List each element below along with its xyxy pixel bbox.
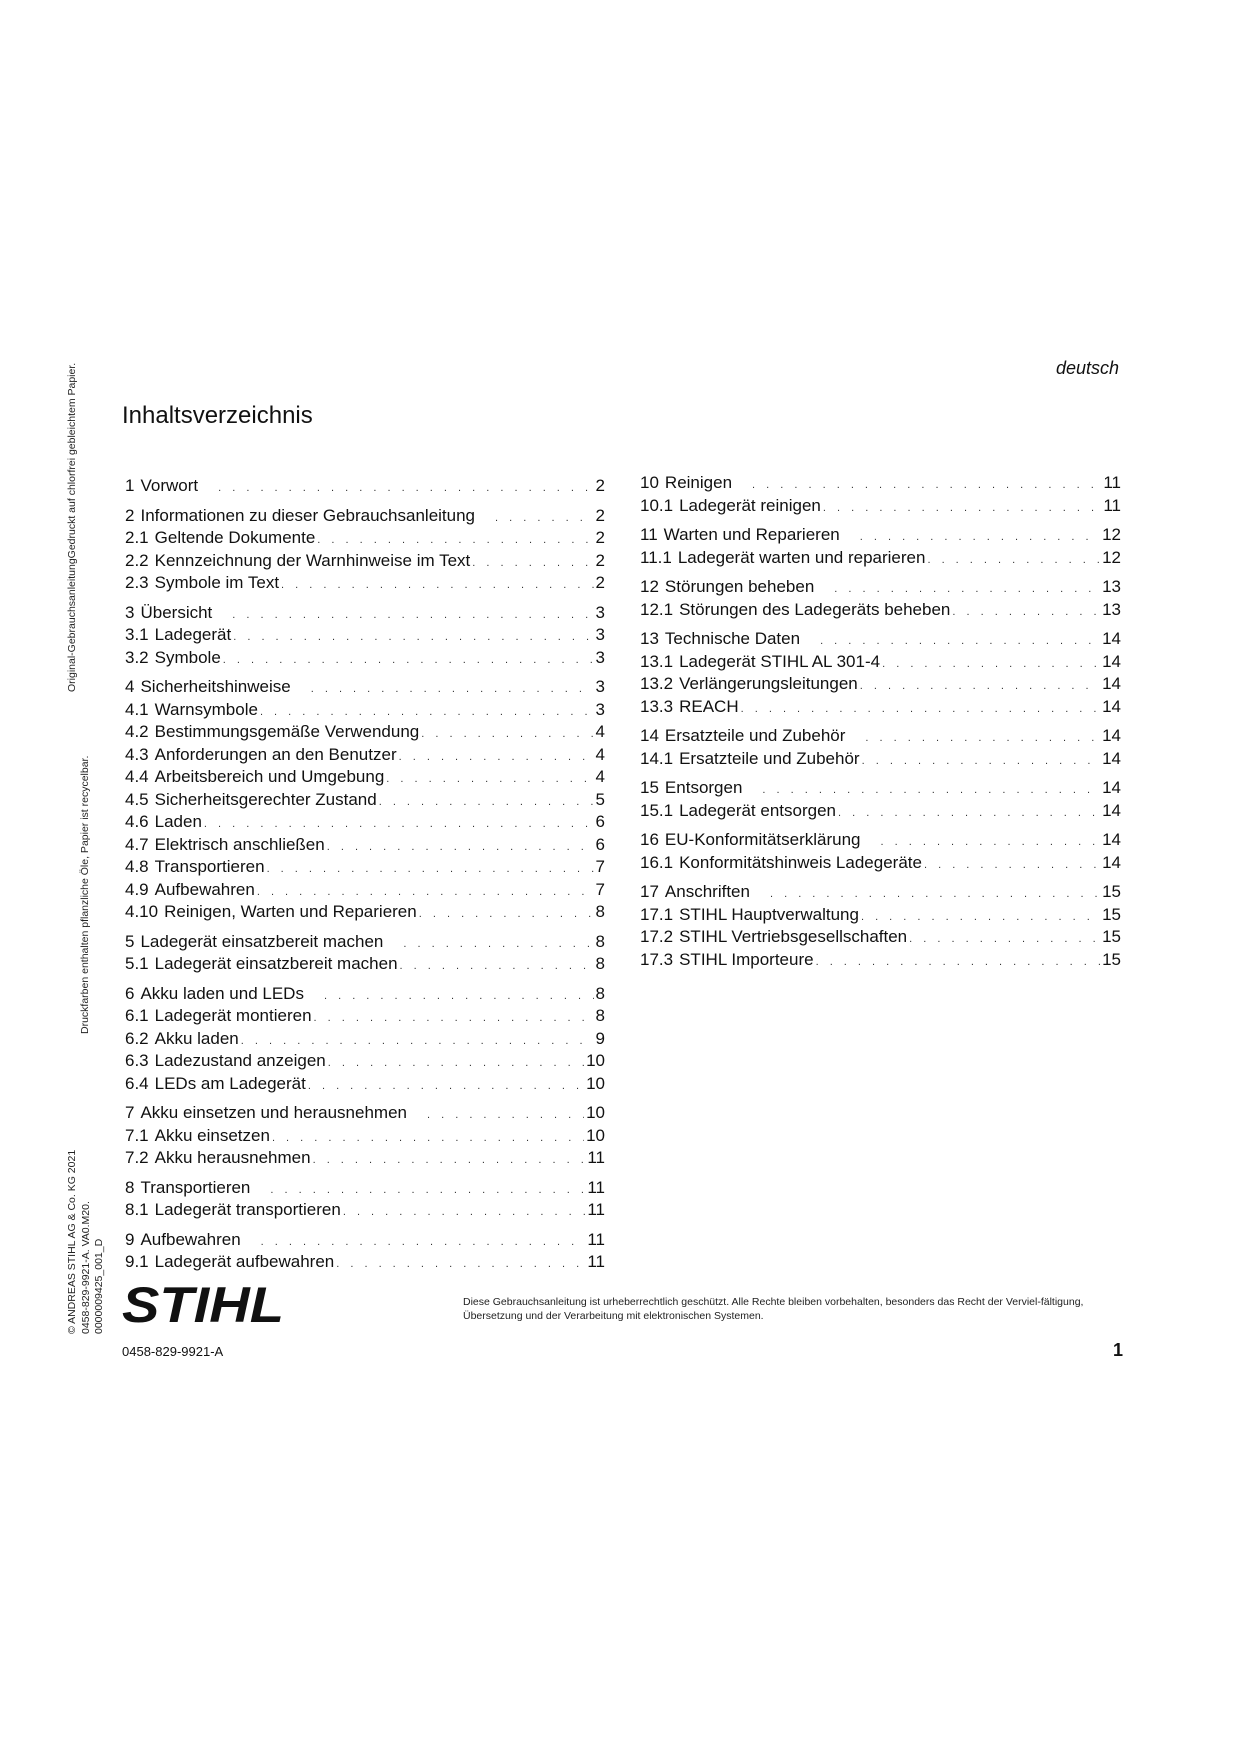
toc-leader-dots [927, 554, 1100, 566]
toc-leader-dots [281, 579, 593, 591]
toc-entry-label: Störungen des Ladegeräts beheben [679, 599, 951, 619]
toc-entry-number: 7.2 [125, 1148, 149, 1167]
toc-leader-dots [820, 635, 1100, 647]
toc-leader-dots [324, 990, 594, 1002]
toc-entry-page: 2 [595, 528, 605, 547]
toc-entry-page: 8 [595, 983, 605, 1003]
toc-chapter-entry[interactable] [125, 476, 605, 499]
toc-leader-dots [472, 557, 593, 569]
toc-section [125, 677, 605, 925]
toc-entry-page: 11 [587, 1252, 605, 1271]
toc-subentry[interactable] [125, 835, 605, 858]
toc-entry-label: Ladegerät [154, 625, 232, 644]
toc-subentry[interactable] [640, 927, 1121, 950]
side-note-copyright: © ANDREAS STIHL AG & Co. KG 2021 [66, 1149, 78, 1334]
toc-leader-dots [343, 1206, 586, 1218]
toc-chapter-entry[interactable] [640, 525, 1121, 548]
toc-entry-page: 13 [1102, 599, 1121, 619]
stihl-logo [120, 1280, 288, 1328]
toc-entry-page: 3 [595, 602, 605, 622]
toc-chapter-entry[interactable] [125, 932, 605, 955]
toc-subentry[interactable] [125, 880, 605, 903]
toc-section [125, 1230, 605, 1275]
toc-subentry[interactable] [125, 1074, 605, 1097]
toc-entry-number: 16 [640, 830, 659, 849]
toc-entry-number: 2 [125, 505, 135, 525]
toc-subentry[interactable] [125, 573, 605, 596]
toc-leader-dots [379, 796, 594, 808]
toc-subentry[interactable] [640, 674, 1121, 697]
toc-entry-label: Ladegerät montieren [154, 1006, 312, 1025]
toc-entry-number: 6.1 [125, 1006, 149, 1025]
svg-text:STIHL: STIHL [122, 1280, 284, 1328]
toc-entry-label: Warnsymbole [154, 699, 258, 719]
toc-section [640, 525, 1121, 570]
toc-entry-label: Aufbewahren [154, 879, 255, 899]
language-label: deutsch [1055, 358, 1119, 378]
toc-chapter-entry[interactable] [125, 984, 605, 1007]
toc-section [640, 473, 1121, 518]
toc-entry-label: Ladegerät aufbewahren [154, 1252, 335, 1271]
toc-leader-dots [838, 807, 1100, 819]
toc-entry-number: 17.1 [640, 904, 674, 924]
toc-leader-dots [260, 706, 594, 718]
toc-entry-label: Warten und Reparieren [663, 525, 840, 544]
toc-subentry[interactable] [125, 722, 605, 745]
toc-leader-dots [419, 908, 594, 920]
toc-leader-dots [860, 680, 1100, 692]
toc-entry-number: 14.1 [640, 748, 674, 768]
toc-entry-label: Reinigen [664, 473, 733, 492]
toc-entry-number: 4.10 [125, 902, 159, 921]
toc-entry-number: 13.1 [640, 651, 674, 671]
toc-section [125, 1103, 605, 1171]
toc-subentry[interactable] [640, 853, 1121, 876]
toc-subentry[interactable] [125, 812, 605, 835]
toc-entry-number: 1 [125, 476, 135, 495]
toc-entry-page: 3 [595, 625, 605, 644]
side-note-paper: Original-GebrauchsanleitungGedruckt auf chlorfrei gebleichtem Papier. [66, 362, 78, 692]
toc-subentry[interactable] [125, 551, 605, 574]
toc-entry-label: STIHL Hauptverwaltung [679, 904, 859, 924]
toc-leader-dots [865, 732, 1100, 744]
toc-entry-label: Transportieren [154, 857, 265, 876]
toc-entry-label: Symbole [154, 647, 221, 667]
toc-entry-page: 4 [595, 767, 605, 786]
toc-entry-page: 8 [595, 954, 605, 973]
toc-entry-number: 14 [640, 726, 659, 745]
toc-entry-label: Transportieren [140, 1177, 251, 1197]
toc-entry-label: STIHL Importeure [679, 949, 814, 969]
toc-entry-page: 14 [1102, 748, 1121, 768]
toc-subentry[interactable] [125, 1252, 605, 1275]
toc-entry-label: Bestimmungsgemäße Verwendung [154, 722, 420, 741]
toc-entry-number: 17.3 [640, 949, 674, 969]
toc-leader-dots [861, 911, 1100, 923]
toc-leader-dots [495, 512, 594, 524]
toc-subentry[interactable] [640, 548, 1121, 571]
toc-leader-dots [399, 751, 594, 763]
toc-entry-page: 14 [1102, 629, 1121, 648]
toc-section [125, 603, 605, 671]
toc-entry-number: 6.3 [125, 1051, 149, 1070]
toc-entry-number: 6 [125, 983, 135, 1003]
toc-entry-label: Ladegerät entsorgen [679, 800, 836, 820]
document-number: 0458-829-9921-A [122, 1344, 224, 1359]
toc-leader-dots [270, 1184, 585, 1196]
toc-section [640, 830, 1121, 875]
toc-entry-page: 10 [586, 1125, 605, 1145]
toc-entry-number: 17.2 [640, 927, 674, 946]
toc-entry-label: Elektrisch anschließen [154, 834, 325, 854]
toc-entry-label: REACH [679, 696, 739, 716]
toc-entry-label: Akku einsetzen und herausnehmen [140, 1103, 407, 1122]
toc-entry-label: EU-Konformitätserklärung [664, 830, 861, 849]
toc-leader-dots [909, 933, 1100, 945]
toc-leader-dots [762, 784, 1100, 796]
page-number: 1 [1112, 1340, 1123, 1360]
toc-leader-dots [924, 859, 1100, 871]
toc-subentry[interactable] [125, 528, 605, 551]
toc-entry-label: Vorwort [140, 476, 199, 495]
toc-entry-number: 4.2 [125, 722, 149, 741]
toc-entry-label: Anforderungen an den Benutzer [154, 744, 397, 764]
toc-entry-number: 9.1 [125, 1252, 149, 1271]
toc-entry-number: 3.1 [125, 625, 149, 644]
toc-chapter-entry[interactable] [125, 1103, 605, 1126]
toc-entry-label: Ladegerät einsatzbereit machen [154, 954, 398, 973]
toc-leader-dots [218, 482, 593, 494]
toc-entry-number: 4.5 [125, 789, 149, 809]
toc-entry-label: Geltende Dokumente [154, 528, 316, 547]
toc-entry-page: 11 [1103, 495, 1121, 515]
toc-entry-page: 15 [1102, 927, 1121, 946]
toc-subentry[interactable] [640, 652, 1121, 675]
toc-subentry[interactable] [125, 648, 605, 671]
toc-entry-label: Verlängerungsleitungen [679, 674, 858, 693]
toc-section [640, 629, 1121, 719]
toc-leader-dots [862, 755, 1100, 767]
toc-column-right [640, 473, 1121, 979]
toc-entry-page: 14 [1102, 726, 1121, 745]
toc-leader-dots [816, 956, 1101, 968]
toc-entry-page: 14 [1102, 778, 1121, 797]
toc-leader-dots [233, 631, 593, 643]
toc-entry-label: Kennzeichnung der Warnhinweise im Text [154, 550, 471, 570]
toc-entry-page: 3 [595, 677, 605, 696]
toc-entry-number: 9 [125, 1229, 135, 1249]
toc-leader-dots [261, 1236, 586, 1248]
side-note-version: 0458-829-9921-A. VA0.M20. [80, 1201, 92, 1334]
toc-subentry[interactable] [640, 496, 1121, 519]
toc-subentry[interactable] [640, 950, 1121, 973]
toc-entry-number: 6.4 [125, 1073, 149, 1093]
toc-column-left [125, 476, 605, 1282]
toc-section [125, 1178, 605, 1223]
toc-leader-dots [427, 1109, 584, 1121]
toc-section [640, 882, 1121, 972]
toc-chapter-entry[interactable] [125, 603, 605, 626]
toc-chapter-entry[interactable] [640, 726, 1121, 749]
toc-chapter-entry[interactable] [125, 506, 605, 529]
toc-subentry[interactable] [640, 697, 1121, 720]
toc-subentry[interactable] [125, 745, 605, 768]
toc-entry-number: 5.1 [125, 954, 149, 973]
toc-entry-number: 15.1 [640, 800, 674, 820]
toc-subentry[interactable] [125, 1006, 605, 1029]
toc-entry-page: 10 [586, 1051, 605, 1070]
toc-chapter-entry[interactable] [640, 473, 1121, 496]
toc-entry-label: Ersatzteile und Zubehör [664, 726, 846, 745]
toc-entry-number: 2.1 [125, 528, 149, 547]
toc-leader-dots [272, 1132, 584, 1144]
toc-leader-dots [770, 888, 1100, 900]
toc-entry-label: Entsorgen [664, 778, 743, 797]
toc-entry-page: 3 [595, 647, 605, 667]
toc-entry-page: 11 [1103, 473, 1121, 492]
toc-entry-number: 4 [125, 677, 135, 696]
toc-section [640, 778, 1121, 823]
side-note-id: 0000009425_001_D [93, 1238, 105, 1334]
toc-entry-page: 15 [1102, 949, 1121, 969]
toc-entry-number: 13.3 [640, 696, 674, 716]
toc-section [125, 506, 605, 596]
toc-leader-dots [400, 960, 594, 972]
toc-entry-label: Reinigen, Warten und Reparieren [164, 902, 417, 921]
toc-entry-label: Störungen beheben [664, 577, 815, 596]
toc-entry-number: 13.2 [640, 674, 674, 693]
toc-entry-number: 4.7 [125, 834, 149, 854]
toc-entry-number: 2.2 [125, 550, 149, 570]
toc-entry-page: 14 [1102, 852, 1121, 872]
toc-entry-label: Akku laden [154, 1028, 239, 1048]
toc-leader-dots [834, 583, 1100, 595]
toc-entry-page: 11 [587, 1177, 605, 1197]
toc-entry-number: 4.1 [125, 699, 149, 719]
toc-leader-dots [752, 479, 1101, 491]
toc-entry-number: 7 [125, 1103, 135, 1122]
toc-entry-page: 11 [587, 1200, 605, 1219]
toc-entry-number: 10.1 [640, 495, 674, 515]
toc-entry-number: 8 [125, 1177, 135, 1197]
toc-entry-page: 13 [1102, 577, 1121, 596]
toc-entry-number: 7.1 [125, 1125, 149, 1145]
toc-leader-dots [313, 1154, 586, 1166]
toc-subentry[interactable] [640, 749, 1121, 772]
toc-subentry[interactable] [125, 1126, 605, 1149]
toc-section [125, 476, 605, 499]
toc-leader-dots [223, 654, 594, 666]
toc-chapter-entry[interactable] [640, 577, 1121, 600]
toc-leader-dots [267, 863, 594, 875]
toc-entry-number: 17 [640, 882, 659, 901]
toc-entry-label: Sicherheitshinweise [140, 677, 291, 696]
toc-entry-page: 2 [595, 505, 605, 525]
toc-entry-label: STIHL Vertriebsgesellschaften [679, 927, 908, 946]
toc-entry-number: 4.8 [125, 857, 149, 876]
toc-leader-dots [232, 609, 593, 621]
toc-entry-label: Informationen zu dieser Gebrauchsanleitung [140, 505, 476, 525]
toc-entry-label: Akku laden und LEDs [140, 983, 304, 1003]
toc-entry-page: 2 [595, 476, 605, 495]
toc-entry-page: 14 [1102, 800, 1121, 820]
toc-subentry[interactable] [125, 700, 605, 723]
toc-entry-label: Ladegerät reinigen [679, 495, 821, 515]
toc-chapter-entry[interactable] [640, 882, 1121, 905]
toc-subentry[interactable] [125, 790, 605, 813]
toc-chapter-entry[interactable] [125, 1178, 605, 1201]
toc-entry-label: Aufbewahren [140, 1229, 241, 1249]
toc-chapter-entry[interactable] [640, 629, 1121, 652]
toc-entry-number: 5 [125, 931, 135, 951]
toc-entry-label: Konformitätshinweis Ladegeräte [679, 852, 922, 872]
toc-entry-page: 12 [1102, 547, 1121, 567]
toc-entry-label: Übersicht [140, 602, 213, 622]
toc-chapter-entry[interactable] [640, 830, 1121, 853]
toc-entry-number: 4.4 [125, 767, 149, 786]
toc-entry-page: 10 [586, 1103, 605, 1122]
toc-section [640, 577, 1121, 622]
toc-entry-number: 12 [640, 577, 659, 596]
toc-entry-label: Ladegerät transportieren [154, 1200, 341, 1219]
toc-entry-label: Ersatzteile und Zubehör [679, 748, 860, 768]
toc-entry-page: 6 [595, 834, 605, 854]
toc-section [640, 726, 1121, 771]
toc-entry-page: 14 [1102, 830, 1121, 849]
toc-entry-label: Ladegerät STIHL AL 301-4 [679, 651, 881, 671]
toc-entry-page: 4 [595, 744, 605, 764]
toc-leader-dots [421, 728, 593, 740]
toc-subentry[interactable] [125, 767, 605, 790]
toc-entry-number: 11 [640, 525, 658, 544]
toc-subentry[interactable] [640, 905, 1121, 928]
toc-entry-page: 2 [595, 573, 605, 592]
toc-entry-page: 14 [1102, 696, 1121, 716]
toc-entry-number: 10 [640, 473, 659, 492]
toc-entry-number: 15 [640, 778, 659, 797]
toc-leader-dots [882, 658, 1100, 670]
toc-subentry[interactable] [125, 625, 605, 648]
toc-entry-label: Ladegerät einsatzbereit machen [140, 931, 384, 951]
toc-entry-label: Technische Daten [664, 629, 801, 648]
toc-subentry[interactable] [125, 954, 605, 977]
toc-chapter-entry[interactable] [640, 778, 1121, 801]
toc-entry-page: 11 [587, 1229, 605, 1249]
toc-entry-page: 8 [595, 902, 605, 921]
toc-entry-number: 3.2 [125, 647, 149, 667]
toc-entry-label: Ladezustand anzeigen [154, 1051, 326, 1070]
toc-entry-number: 6.2 [125, 1028, 149, 1048]
toc-leader-dots [328, 1057, 584, 1069]
toc-leader-dots [241, 1035, 594, 1047]
toc-entry-label: Arbeitsbereich und Umgebung [154, 767, 385, 786]
toc-entry-page: 14 [1102, 651, 1121, 671]
toc-leader-dots [308, 1080, 584, 1092]
toc-entry-page: 3 [595, 699, 605, 719]
toc-entry-label: Laden [154, 812, 202, 831]
toc-leader-dots [741, 703, 1100, 715]
toc-entry-page: 15 [1102, 904, 1121, 924]
toc-entry-label: Symbole im Text [154, 573, 280, 592]
page-title: Inhaltsverzeichnis [122, 402, 313, 429]
toc-entry-number: 4.9 [125, 879, 149, 899]
toc-leader-dots [204, 818, 594, 830]
toc-entry-label: Ladegerät warten und reparieren [677, 547, 926, 567]
toc-entry-number: 11.1 [640, 547, 672, 567]
copyright-notice: Diese Gebrauchsanleitung ist urheberrechtlich geschützt. Alle Rechte bleiben vorbehalten, besonders das Recht der Verviel-fältigung, Übersetzung und der Verarbeitung mit elektronischen Systemen. [463, 1296, 1084, 1322]
toc-entry-number: 13 [640, 629, 659, 648]
toc-entry-page: 6 [595, 812, 605, 831]
toc-leader-dots [386, 773, 593, 785]
toc-entry-number: 3 [125, 602, 135, 622]
toc-entry-page: 12 [1102, 525, 1121, 544]
toc-entry-page: 10 [586, 1073, 605, 1093]
toc-leader-dots [257, 886, 594, 898]
toc-entry-number: 12.1 [640, 599, 674, 619]
toc-section [125, 932, 605, 977]
toc-entry-number: 4.6 [125, 812, 149, 831]
toc-entry-label: Sicherheitsgerechter Zustand [154, 789, 377, 809]
toc-leader-dots [403, 938, 593, 950]
toc-subentry[interactable] [640, 801, 1121, 824]
toc-subentry[interactable] [125, 1029, 605, 1052]
toc-leader-dots [314, 1012, 594, 1024]
toc-leader-dots [327, 841, 594, 853]
toc-leader-dots [317, 534, 593, 546]
toc-section [125, 984, 605, 1097]
toc-subentry[interactable] [125, 902, 605, 925]
toc-entry-page: 5 [595, 789, 605, 809]
toc-entry-page: 2 [595, 550, 605, 570]
toc-subentry[interactable] [125, 857, 605, 880]
toc-leader-dots [336, 1258, 585, 1270]
toc-leader-dots [860, 531, 1100, 543]
toc-subentry[interactable] [125, 1200, 605, 1223]
toc-leader-dots [952, 606, 1100, 618]
toc-entry-page: 4 [595, 722, 605, 741]
toc-entry-page: 8 [595, 1006, 605, 1025]
toc-chapter-entry[interactable] [125, 1230, 605, 1253]
toc-subentry[interactable] [125, 1051, 605, 1074]
toc-entry-number: 8.1 [125, 1200, 149, 1219]
toc-entry-page: 7 [595, 879, 605, 899]
toc-entry-number: 2.3 [125, 573, 149, 592]
toc-entry-page: 7 [595, 857, 605, 876]
toc-entry-label: Anschriften [664, 882, 750, 901]
toc-entry-page: 9 [595, 1028, 605, 1048]
toc-subentry[interactable] [125, 1148, 605, 1171]
toc-entry-page: 14 [1102, 674, 1121, 693]
toc-entry-page: 15 [1102, 882, 1121, 901]
toc-entry-number: 4.3 [125, 744, 149, 764]
toc-subentry[interactable] [640, 600, 1121, 623]
toc-entry-page: 8 [595, 931, 605, 951]
toc-entry-label: Akku einsetzen [154, 1125, 270, 1145]
toc-leader-dots [311, 683, 594, 695]
toc-chapter-entry[interactable] [125, 677, 605, 700]
toc-leader-dots [881, 836, 1101, 848]
side-note-inks: Druckfarben enthalten pflanzliche Öle, Papier ist recycelbar. [79, 755, 91, 1034]
toc-entry-page: 11 [587, 1148, 605, 1167]
toc-entry-label: Akku herausnehmen [154, 1148, 311, 1167]
toc-entry-label: LEDs am Ladegerät [154, 1073, 306, 1093]
toc-entry-number: 16.1 [640, 852, 674, 872]
toc-leader-dots [823, 502, 1101, 514]
